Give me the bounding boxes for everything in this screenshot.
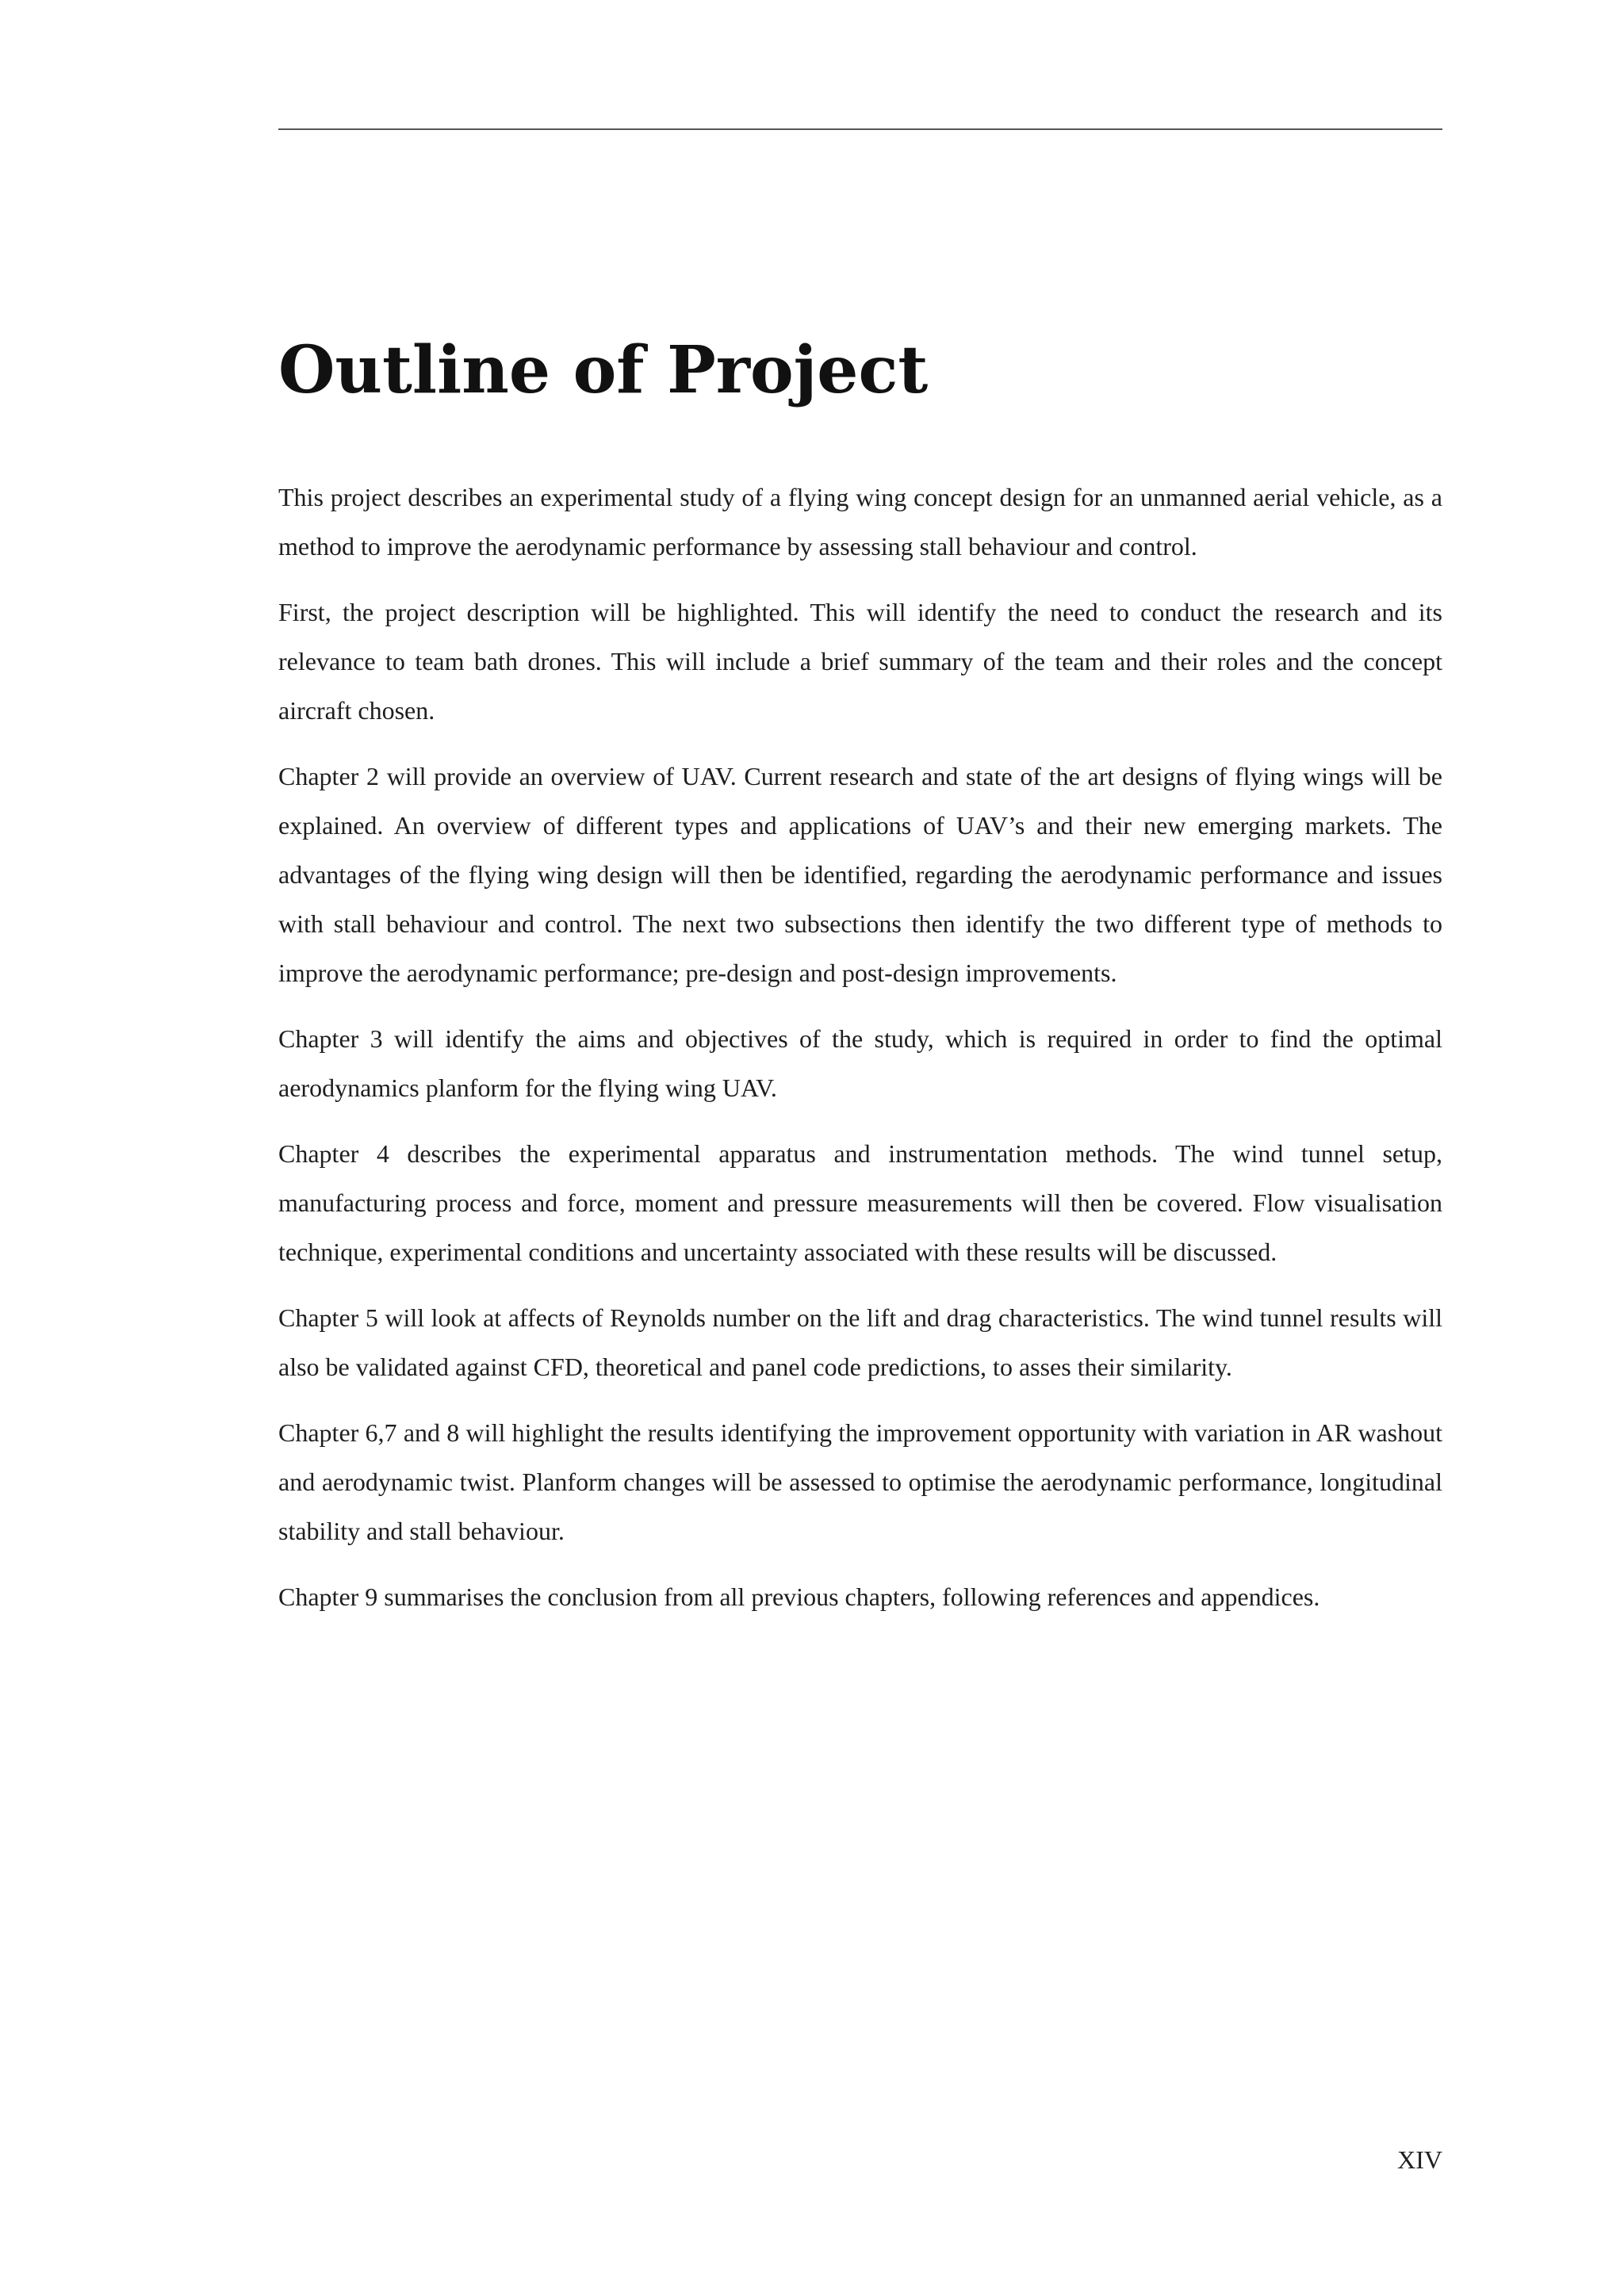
paragraph-chapter-9: Chapter 9 summarises the conclusion from all previous chapters, following references and appendices. [278,1582,1320,1611]
paragraph-chapter-3: Chapter 3 will identify the aims and objectives of the study, which is required in order to find the optimal aerodynamics planform for the flying wing UAV. [278,1024,1442,1102]
body-text [278,473,1442,1638]
paragraph-chapter-5: Chapter 5 will look at affects of Reynolds number on the lift and drag characteristics. The wind tunnel results will also be validated against CFD, theoretical and panel code predictions, to asses their similarity. [278,1303,1442,1381]
paragraph-project-description: First, the project description will be highlighted. This will identify the need to conduct the research and its relevance to team bath drones. This will include a brief summary of the team and their roles and the concept aircraft chosen. [278,598,1442,725]
paragraph-chapter-2: Chapter 2 will provide an overview of UAV. Current research and state of the art designs of flying wings will be explained. An overview of different types and applications of UAV’s and their new emerging markets. The advantages of the flying wing design will then be identified, regarding the aerodynamic performance and issues with stall behaviour and control. The next two subsections then identify the two different type of methods to improve the aerodynamic performance; pre-design and post-design improvements. [278,762,1442,987]
header-rule [278,128,1442,130]
paragraph-chapters-6-8: Chapter 6,7 and 8 will highlight the results identifying the improvement opportunity with variation in AR washout and aerodynamic twist. Planform changes will be assessed to optimise the aerodynamic performance, longitudinal stability and stall behaviour. [278,1418,1442,1545]
chapter-title: Outline of Project [278,332,929,408]
paragraph-intro: This project describes an experimental study of a flying wing concept design for an unmanned aerial vehicle, as a method to improve the aerodynamic performance by assessing stall behaviour and control. [278,483,1442,561]
paragraph-chapter-4: Chapter 4 describes the experimental apparatus and instrumentation methods. The wind tunnel setup, manufacturing process and force, moment and pressure measurements will then be covered. Flow visualisation technique, experimental conditions and uncertainty associated with these results will be discussed. [278,1139,1442,1266]
page-number: XIV [1397,2145,1442,2174]
